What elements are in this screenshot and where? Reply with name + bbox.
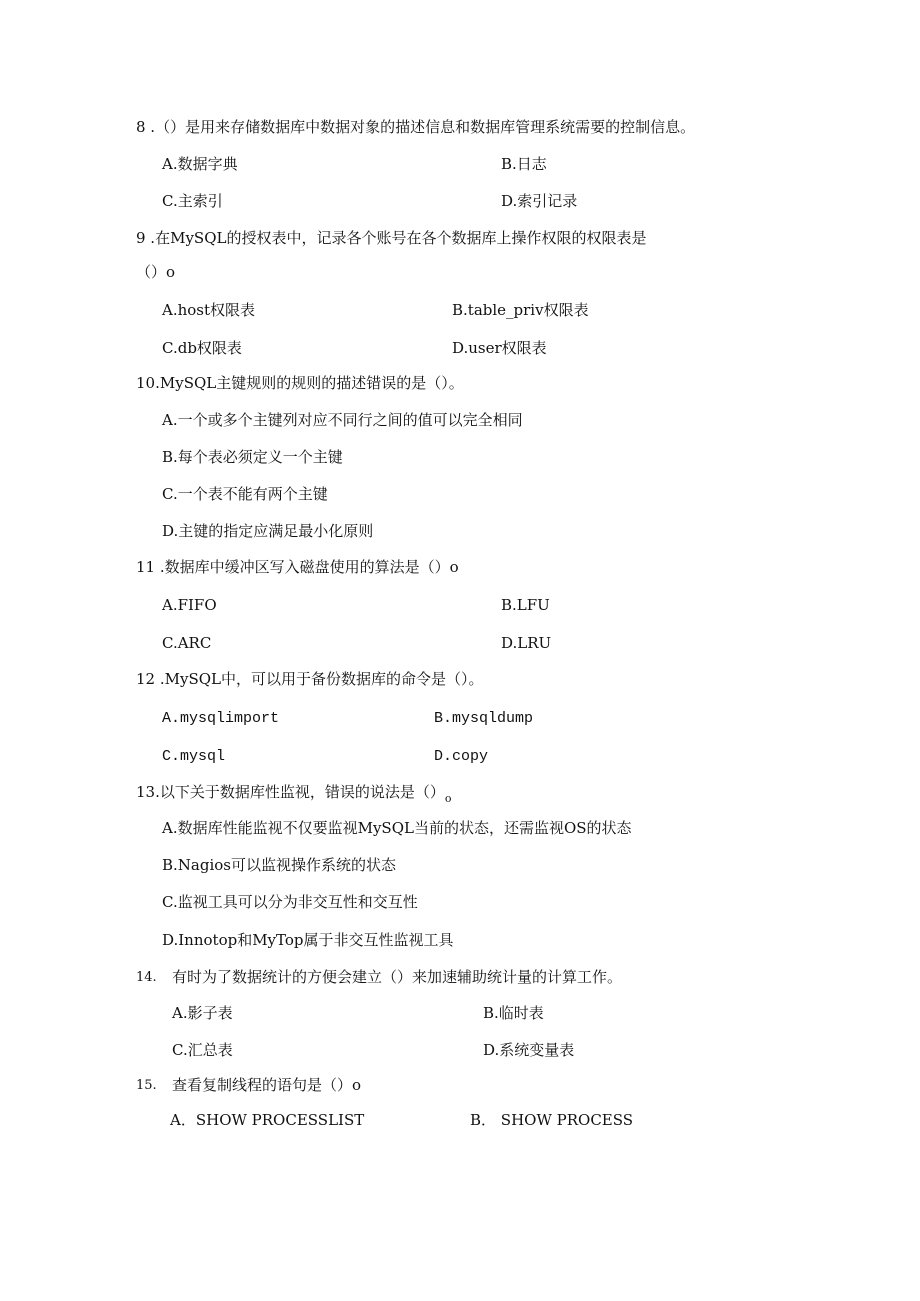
question-13-option-d: D.Innotop和MyTop属于非交互性监视工具 <box>162 931 454 949</box>
question-13-stem-suffix: o <box>444 792 452 805</box>
question-11-option-a: A.FIFO <box>162 596 217 614</box>
question-8-option-b: B.日志 <box>501 155 547 173</box>
question-14-option-d: D.系统变量表 <box>483 1041 575 1059</box>
question-9-option-c: C.db权限表 <box>162 339 242 357</box>
question-9-stem-continued: （）o <box>136 263 176 281</box>
question-15-stem: 查看复制线程的语句是（）o <box>172 1076 362 1094</box>
question-11-option-c: C.ARC <box>162 634 212 652</box>
question-12-option-c: C.mysql <box>162 748 226 765</box>
question-9-option-a: A.host权限表 <box>162 301 256 319</box>
question-13-stem-text: 13.以下关于数据库性监视，错误的说法是（） <box>136 783 445 801</box>
question-12-option-a: A.mysqlimport <box>162 710 280 727</box>
question-13-stem <box>136 783 452 805</box>
question-10-option-d: D.主键的指定应满足最小化原则 <box>162 522 374 540</box>
question-14-number: 14. <box>136 970 157 985</box>
question-15-option-b: B． SHOW PROCESS <box>470 1111 634 1129</box>
question-8-option-a: A.数据字典 <box>162 155 238 173</box>
question-12-option-b: B.mysqldump <box>434 710 534 727</box>
question-14-option-a: A.影子表 <box>172 1004 233 1022</box>
question-10-stem: 10.MySQL主键规则的规则的描述错误的是（）。 <box>136 374 464 392</box>
question-14-option-c: C.汇总表 <box>172 1041 233 1059</box>
question-9-option-d: D.user权限表 <box>452 339 547 357</box>
question-13-option-c: C.监视工具可以分为非交互性和交互性 <box>162 893 418 911</box>
question-13-option-a: A.数据库性能监视不仅要监视MySQL当前的状态，还需监视OS的状态 <box>162 819 632 837</box>
question-12-option-d: D.copy <box>434 748 489 765</box>
question-8-stem: 8 .（）是用来存储数据库中数据对象的描述信息和数据库管理系统需要的控制信息。 <box>136 118 696 136</box>
question-9-stem: 9 .在MySQL的授权表中，记录各个账号在各个数据库上操作权限的权限表是 <box>136 229 647 247</box>
question-11-option-b: B.LFU <box>501 596 550 614</box>
question-9-option-b: B.table_priv权限表 <box>452 301 589 319</box>
question-12-stem: 12 .MySQL中，可以用于备份数据库的命令是（）。 <box>136 670 484 688</box>
question-11-stem: 11 .数据库中缓冲区写入磁盘使用的算法是（）o <box>136 558 459 576</box>
question-8-option-c: C.主索引 <box>162 192 223 210</box>
question-11-option-d: D.LRU <box>501 634 552 652</box>
question-14-stem: 有时为了数据统计的方便会建立（）来加速辅助统计量的计算工作。 <box>172 968 623 986</box>
question-10-option-b: B.每个表必须定义一个主键 <box>162 448 343 466</box>
question-13-option-b: B.Nagios可以监视操作系统的状态 <box>162 856 396 874</box>
question-10-option-c: C.一个表不能有两个主键 <box>162 485 328 503</box>
question-10-option-a: A.一个或多个主键列对应不同行之间的值可以完全相同 <box>162 411 523 429</box>
question-15-number: 15. <box>136 1078 157 1093</box>
question-14-option-b: B.临时表 <box>483 1004 544 1022</box>
question-8-option-d: D.索引记录 <box>501 192 578 210</box>
question-15-option-a: A．SHOW PROCESSLIST <box>170 1111 365 1129</box>
